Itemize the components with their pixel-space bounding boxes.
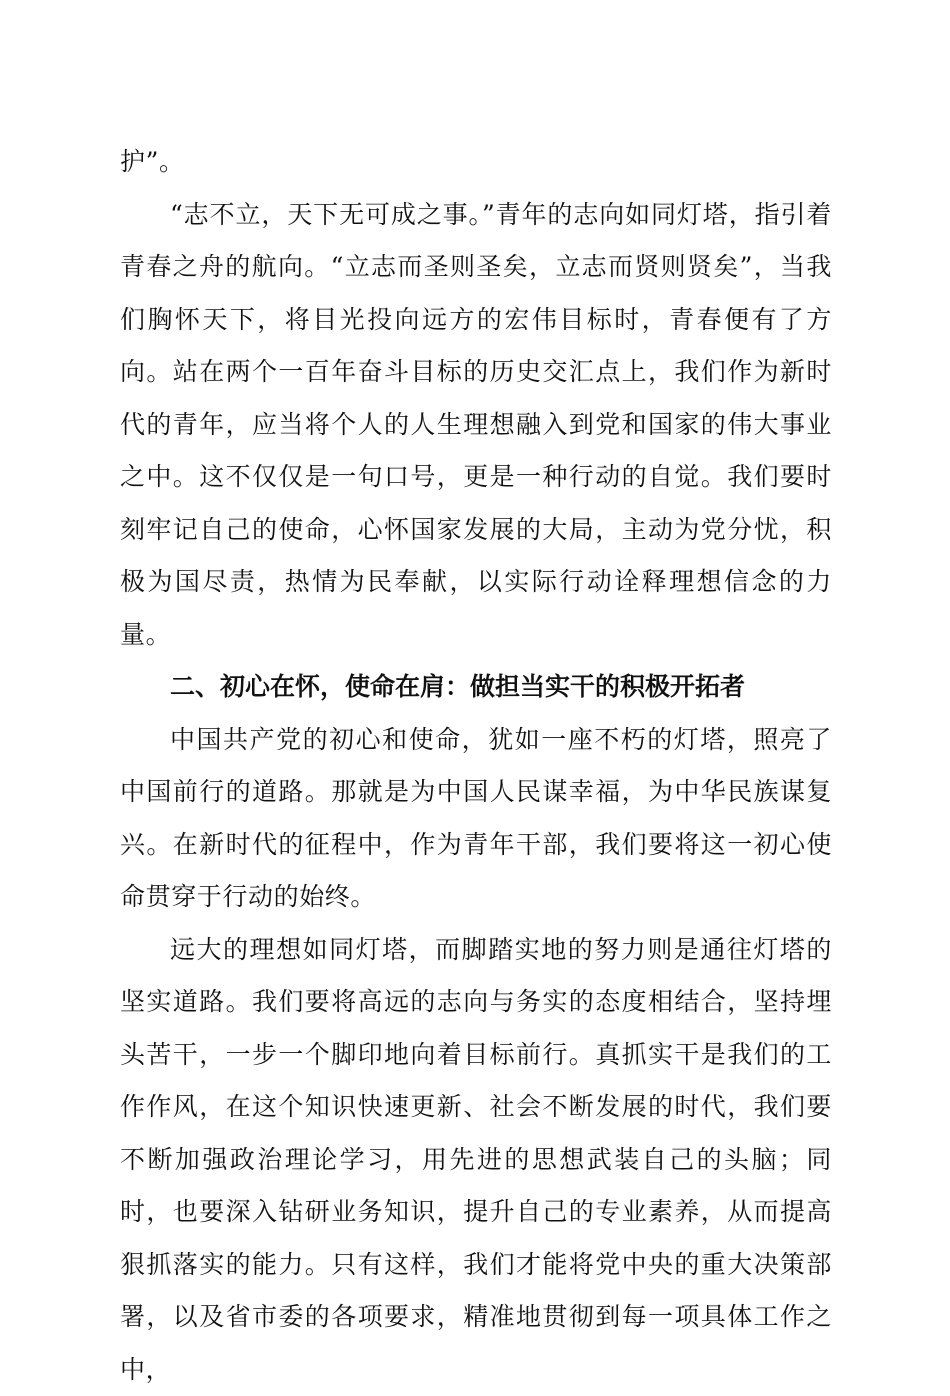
document-body	[120, 136, 832, 1396]
paragraph-mission: 中国共产党的初心和使命，犹如一座不朽的灯塔，照亮了中国前行的道路。那就是为中国人民谋幸福，为中华民族谋复兴。在新时代的征程中，作为青年干部，我们要将这一初心使命贯穿于行动的始终。	[120, 714, 832, 924]
paragraph-aspiration: “志不立，天下无可成之事。”青年的志向如同灯塔，指引着青春之舟的航向。“立志而圣则圣矣，立志而贤则贤矣”，当我们胸怀天下，将目光投向远方的宏伟目标时，青春便有了方向。站在两个一百年奋斗目标的历史交汇点上，我们作为新时代的青年，应当将个人的人生理想融入到党和国家的伟大事业之中。这不仅仅是一句口号，更是一种行动的自觉。我们要时刻牢记自己的使命，心怀国家发展的大局，主动为党分忧，积极为国尽责，热情为民奉献，以实际行动诠释理想信念的力量。	[120, 189, 832, 662]
paragraph-continuation: 护”。	[120, 136, 832, 189]
section-heading-2: 二、初心在怀，使命在肩：做担当实干的积极开拓者	[120, 661, 832, 714]
paragraph-practice: 远大的理想如同灯塔，而脚踏实地的努力则是通往灯塔的坚实道路。我们要将高远的志向与务实的态度相结合，坚持埋头苦干，一步一个脚印地向着目标前行。真抓实干是我们的工作作风，在这个知识快速更新、社会不断发展的时代，我们要不断加强政治理论学习，用先进的思想武装自己的头脑；同时，也要深入钻研业务知识，提升自己的专业素养，从而提高狠抓落实的能力。只有这样，我们才能将党中央的重大决策部署，以及省市委的各项要求，精准地贯彻到每一项具体工作之中，	[120, 924, 832, 1396]
